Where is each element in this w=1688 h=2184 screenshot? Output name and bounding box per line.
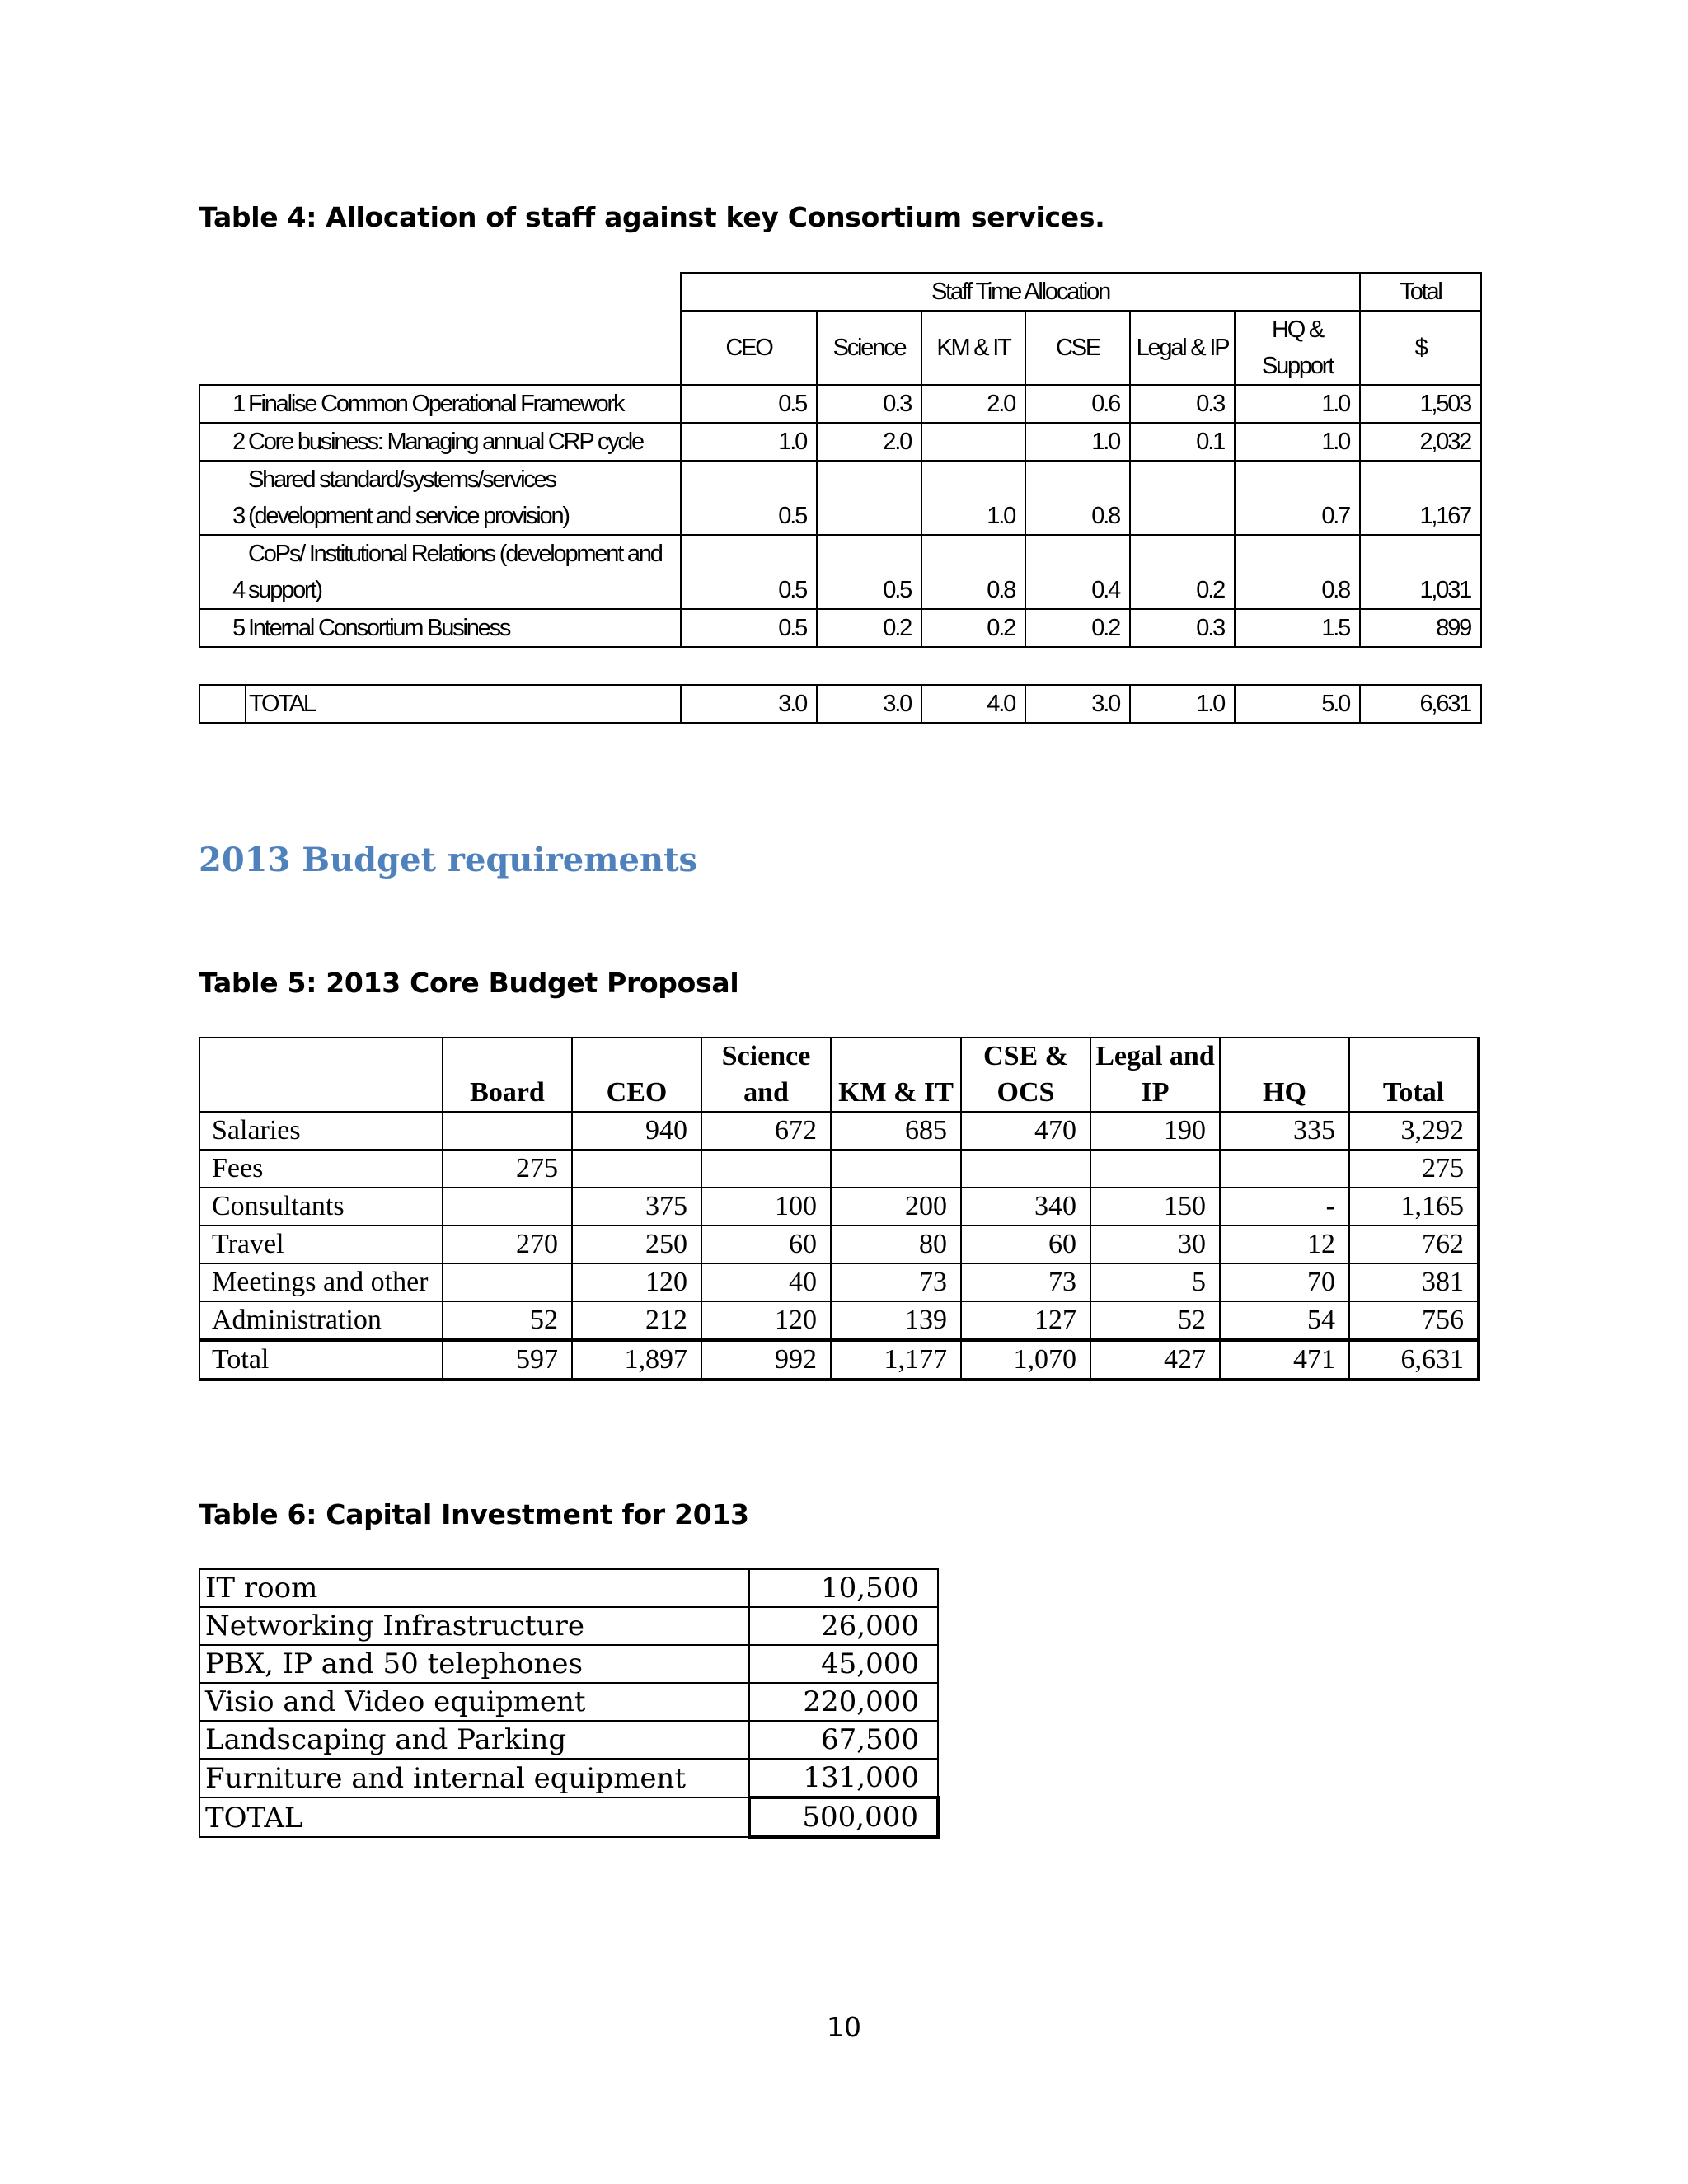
row-label: Shared standard/systems/services (development and service provision): [246, 461, 681, 535]
cell: 1.0: [1235, 385, 1360, 423]
table4-group-header-row: [199, 273, 1481, 311]
cell: 3.0: [817, 685, 921, 723]
cell: [1090, 1150, 1220, 1188]
row-label: Finalise Common Operational Framework: [246, 385, 681, 423]
cell: 899: [1360, 609, 1481, 647]
cell: 67,500: [749, 1721, 938, 1759]
cell: 1.0: [1025, 423, 1130, 461]
cell: 30: [1090, 1226, 1220, 1263]
cell: 0.5: [817, 535, 921, 609]
row-label: Landscaping and Parking: [199, 1721, 749, 1759]
row-label: Administration: [199, 1301, 443, 1340]
cell: 597: [443, 1340, 572, 1380]
cell: 0.5: [681, 461, 817, 535]
cell: 270: [443, 1226, 572, 1263]
row-label: IT room: [199, 1569, 749, 1607]
cell: 381: [1349, 1263, 1479, 1301]
cell: 73: [961, 1263, 1090, 1301]
cell: [831, 1150, 961, 1188]
cell: [921, 423, 1025, 461]
table5-col-cse-ocs: CSE & OCS: [961, 1038, 1090, 1112]
cell: 2.0: [921, 385, 1025, 423]
table-row: [199, 1226, 1479, 1263]
cell: 54: [1220, 1301, 1349, 1340]
table5-col-science: Science and: [701, 1038, 831, 1112]
table5-col-km-it: KM & IT: [831, 1038, 961, 1112]
section-heading: 2013 Budget requirements: [199, 841, 698, 879]
cell: 127: [961, 1301, 1090, 1340]
table-row: [199, 1112, 1479, 1150]
table4-caption: Table 4: Allocation of staff against key Consortium services.: [199, 201, 1105, 233]
table5-corner: [199, 1038, 443, 1112]
table4-col-ceo: CEO: [681, 311, 817, 385]
total-label: Total: [199, 1340, 443, 1380]
cell: 6,631: [1360, 685, 1481, 723]
cell: 471: [1220, 1340, 1349, 1380]
cell: 100: [701, 1188, 831, 1226]
table-row: [199, 1569, 938, 1607]
total-label: TOTAL: [246, 685, 681, 723]
cell: [443, 1263, 572, 1301]
cell: [817, 461, 921, 535]
row-label: Networking Infrastructure: [199, 1607, 749, 1645]
cell: 340: [961, 1188, 1090, 1226]
cell: 1,031: [1360, 535, 1481, 609]
cell: [443, 1112, 572, 1150]
page-number: 10: [827, 2011, 861, 2043]
table4-col-dollar: $: [1360, 311, 1481, 385]
cell: 1.5: [1235, 609, 1360, 647]
cell: 52: [1090, 1301, 1220, 1340]
table-row: [199, 423, 1481, 461]
cell: 0.5: [681, 535, 817, 609]
table4-staff-allocation: [199, 272, 1482, 724]
cell: 4.0: [921, 685, 1025, 723]
cell: 1.0: [1235, 423, 1360, 461]
row-label: Internal Consortium Business: [246, 609, 681, 647]
cell: 52: [443, 1301, 572, 1340]
cell: 40: [701, 1263, 831, 1301]
cell: 0.2: [1025, 609, 1130, 647]
cell: -: [1220, 1188, 1349, 1226]
table4-total-row: [199, 685, 1481, 723]
cell: 200: [831, 1188, 961, 1226]
total-label: TOTAL: [199, 1797, 749, 1837]
cell: [1220, 1150, 1349, 1188]
cell: 3.0: [1025, 685, 1130, 723]
table4-col-hq-support: HQ & Support: [1235, 311, 1360, 385]
cell: 1,167: [1360, 461, 1481, 535]
table-row: [199, 1607, 938, 1645]
table-row: [199, 1721, 938, 1759]
cell: 1,165: [1349, 1188, 1479, 1226]
cell: 992: [701, 1340, 831, 1380]
table4-col-science: Science: [817, 311, 921, 385]
table5-total-row: [199, 1340, 1479, 1380]
cell: 60: [961, 1226, 1090, 1263]
cell: 73: [831, 1263, 961, 1301]
cell: 335: [1220, 1112, 1349, 1150]
cell: 26,000: [749, 1607, 938, 1645]
cell: 1.0: [681, 423, 817, 461]
row-label: Visio and Video equipment: [199, 1683, 749, 1721]
table5-col-legal-ip: Legal and IP: [1090, 1038, 1220, 1112]
row-label: Furniture and internal equipment: [199, 1759, 749, 1797]
table5-col-total: Total: [1349, 1038, 1479, 1112]
cell: 685: [831, 1112, 961, 1150]
cell: 672: [701, 1112, 831, 1150]
cell: [443, 1188, 572, 1226]
cell: 375: [572, 1188, 701, 1226]
table-row: [199, 1645, 938, 1683]
table5-col-board: Board: [443, 1038, 572, 1112]
cell: 2.0: [817, 423, 921, 461]
cell: 150: [1090, 1188, 1220, 1226]
cell: 120: [572, 1263, 701, 1301]
cell: 3.0: [681, 685, 817, 723]
cell: 275: [443, 1150, 572, 1188]
row-index: 2: [199, 423, 246, 461]
cell: 45,000: [749, 1645, 938, 1683]
cell: 70: [1220, 1263, 1349, 1301]
table6-caption: Table 6: Capital Investment for 2013: [199, 1498, 749, 1530]
cell: 131,000: [749, 1759, 938, 1797]
cell: 1,503: [1360, 385, 1481, 423]
cell: 0.1: [1130, 423, 1235, 461]
cell: 0.2: [921, 609, 1025, 647]
row-index: 5: [199, 609, 246, 647]
table4-total-header: Total: [1360, 273, 1481, 311]
cell: 0.8: [1025, 461, 1130, 535]
cell: 1,177: [831, 1340, 961, 1380]
table6-total-row: [199, 1797, 938, 1837]
cell: 0.7: [1235, 461, 1360, 535]
table-row: [199, 385, 1481, 423]
cell: 60: [701, 1226, 831, 1263]
table-row: [199, 1301, 1479, 1340]
cell: 0.6: [1025, 385, 1130, 423]
table4-col-km-it: KM & IT: [921, 311, 1025, 385]
row-index: 4: [199, 535, 246, 609]
cell: 2,032: [1360, 423, 1481, 461]
table5-core-budget: [199, 1037, 1480, 1381]
table-row: [199, 609, 1481, 647]
cell: 427: [1090, 1340, 1220, 1380]
row-label: Meetings and other: [199, 1263, 443, 1301]
cell: 250: [572, 1226, 701, 1263]
row-label: Travel: [199, 1226, 443, 1263]
table6-capital-investment: [199, 1568, 940, 1839]
table4-spacer-row: [199, 647, 1481, 685]
table-row: [199, 1188, 1479, 1226]
cell: 0.8: [921, 535, 1025, 609]
table-row: [199, 461, 1481, 535]
cell: [572, 1150, 701, 1188]
cell: 940: [572, 1112, 701, 1150]
table-row: [199, 1683, 938, 1721]
cell: 1.0: [1130, 685, 1235, 723]
table4-column-header-row: [199, 311, 1481, 385]
cell: 470: [961, 1112, 1090, 1150]
cell: 12: [1220, 1226, 1349, 1263]
cell: 0.2: [817, 609, 921, 647]
cell: 756: [1349, 1301, 1479, 1340]
cell: 1.0: [921, 461, 1025, 535]
cell: 6,631: [1349, 1340, 1479, 1380]
cell: 0.3: [1130, 385, 1235, 423]
cell: [701, 1150, 831, 1188]
cell: 5.0: [1235, 685, 1360, 723]
cell: 0.3: [817, 385, 921, 423]
cell: 1,070: [961, 1340, 1090, 1380]
cell: 0.8: [1235, 535, 1360, 609]
cell: [1130, 461, 1235, 535]
cell: 5: [1090, 1263, 1220, 1301]
table-row: [199, 535, 1481, 609]
cell: 190: [1090, 1112, 1220, 1150]
cell: 0.2: [1130, 535, 1235, 609]
table-row: [199, 1759, 938, 1797]
row-label: Fees: [199, 1150, 443, 1188]
table4-col-legal-ip: Legal & IP: [1130, 311, 1235, 385]
cell: 0.4: [1025, 535, 1130, 609]
row-index: 3: [199, 461, 246, 535]
cell: 80: [831, 1226, 961, 1263]
cell: 762: [1349, 1226, 1479, 1263]
cell: 275: [1349, 1150, 1479, 1188]
cell: 500,000: [749, 1797, 938, 1837]
cell: 0.3: [1130, 609, 1235, 647]
cell: 120: [701, 1301, 831, 1340]
row-label: Consultants: [199, 1188, 443, 1226]
cell: 3,292: [1349, 1112, 1479, 1150]
table-row: [199, 1150, 1479, 1188]
table5-col-ceo: CEO: [572, 1038, 701, 1112]
row-label: Core business: Managing annual CRP cycle: [246, 423, 681, 461]
cell: 212: [572, 1301, 701, 1340]
table5-header-row: [199, 1038, 1479, 1112]
row-index: 1: [199, 385, 246, 423]
cell: 0.5: [681, 609, 817, 647]
cell: 10,500: [749, 1569, 938, 1607]
table4-col-cse: CSE: [1025, 311, 1130, 385]
row-label: CoPs/ Institutional Relations (development and support): [246, 535, 681, 609]
cell: 139: [831, 1301, 961, 1340]
table4-group-header: Staff Time Allocation: [681, 273, 1360, 311]
table5-caption: Table 5: 2013 Core Budget Proposal: [199, 967, 739, 999]
row-label: PBX, IP and 50 telephones: [199, 1645, 749, 1683]
table-row: [199, 1263, 1479, 1301]
cell: 1,897: [572, 1340, 701, 1380]
cell: 220,000: [749, 1683, 938, 1721]
cell: 0.5: [681, 385, 817, 423]
cell: [961, 1150, 1090, 1188]
row-label: Salaries: [199, 1112, 443, 1150]
table5-col-hq: HQ: [1220, 1038, 1349, 1112]
